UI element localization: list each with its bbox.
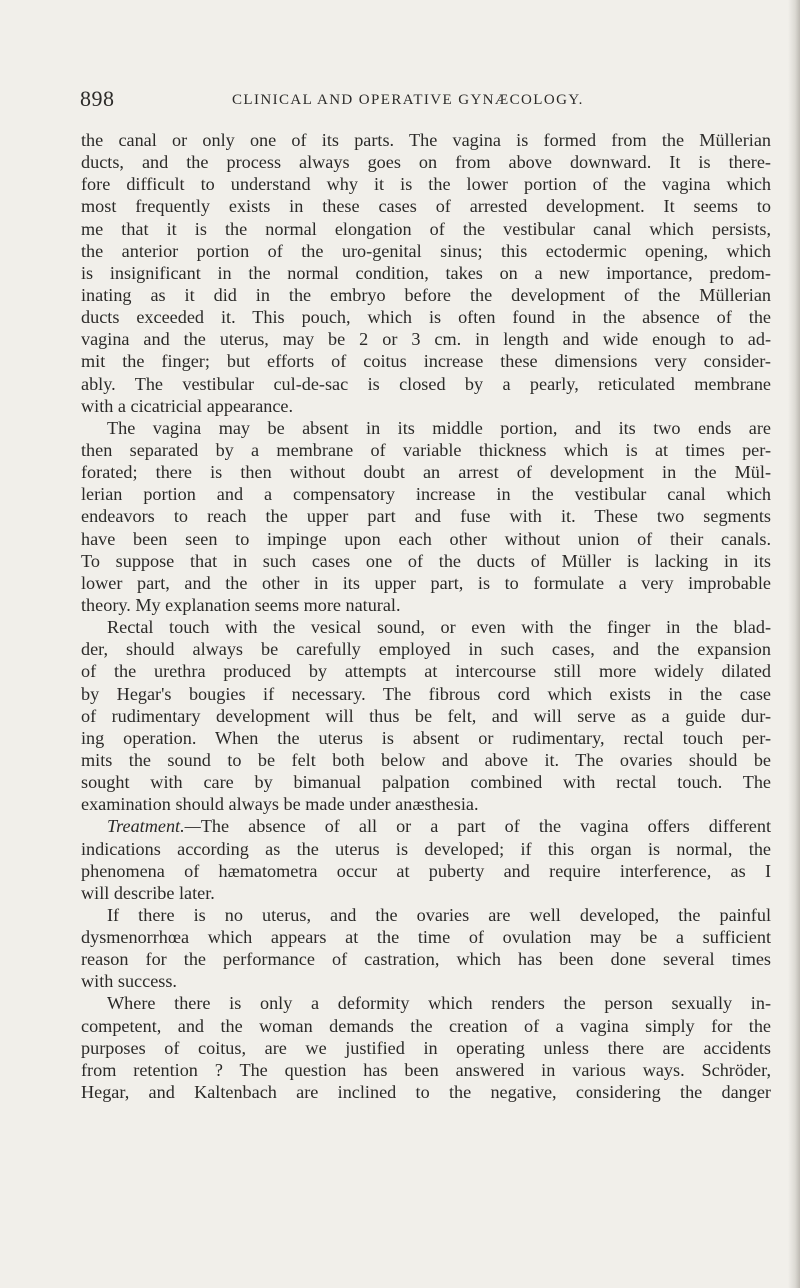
text-line: mit the finger; but efforts of coitus increase these dimensions very consider- [81, 351, 771, 372]
text-line: endeavors to reach the upper part and fuse with it. These two segments [81, 506, 771, 527]
text-line: fore difficult to understand why it is the lower portion of the vagina which [81, 174, 771, 195]
text-line: the anterior portion of the uro-genital sinus; this ectodermic opening, which [81, 240, 771, 261]
text-line: reason for the performance of castration, which has been done several times [81, 949, 771, 970]
text-line: of rudimentary development will thus be felt, and will serve as a guide dur- [81, 705, 771, 726]
text-line: vagina and the uterus, may be 2 or 3 cm. in length and wide enough to ad- [81, 329, 771, 350]
text-line: most frequently exists in these cases of arrested development. It seems to [81, 196, 771, 217]
text-line: is insignificant in the normal condition, takes on a new importance, predom- [81, 262, 771, 283]
text-line: me that it is the normal elongation of the vestibular canal which persists, [81, 218, 771, 239]
text-line: phenomena of hæmatometra occur at puberty and require interference, as I [81, 860, 771, 881]
treatment-line [81, 815, 771, 837]
text-line: with a cicatricial appearance. [81, 395, 294, 416]
treatment-heading: Treatment.— [107, 816, 201, 837]
text-line: theory. My explanation seems more natural. [81, 594, 401, 615]
text-line: Where there is only a deformity which renders the person sexually in- [107, 993, 771, 1014]
text-line: examination should always be made under anæsthesia. [81, 794, 479, 815]
text-line: sought with care by bimanual palpation combined with rectal touch. The [81, 772, 771, 793]
page-header [0, 86, 800, 116]
page-number: 898 [80, 86, 115, 111]
text-line: Rectal touch with the vesical sound, or even with the finger in the blad- [107, 617, 771, 638]
text-line: ducts exceeded it. This pouch, which is often found in the absence of the [81, 307, 771, 328]
text-line: lerian portion and a compensatory increase in the vestibular canal which [81, 484, 771, 505]
text-line: The vagina may be absent in its middle portion, and its two ends are [107, 417, 771, 438]
text-line: purposes of coitus, are we justified in operating unless there are accidents [81, 1037, 771, 1058]
text-line: ducts, and the process always goes on from above downward. It is there- [81, 152, 771, 173]
text-line: Hegar, and Kaltenbach are inclined to the negative, considering the danger [81, 1082, 771, 1103]
text-line: competent, and the woman demands the creation of a vagina simply for the [81, 1015, 771, 1036]
text-line: If there is no uterus, and the ovaries are well developed, the painful [107, 904, 771, 925]
treatment-line-text: The absence of all or a part of the vagina offers different [200, 816, 771, 837]
text-line: forated; there is then without doubt an arrest of development in the Mül- [81, 462, 771, 483]
text-line: ably. The vestibular cul-de-sac is closed by a pearly, reticulated membrane [81, 373, 771, 394]
body-text [81, 129, 771, 1103]
text-line: der, should always be carefully employed in such cases, and the expansion [81, 639, 771, 660]
text-line: inating as it did in the embryo before the development of the Müllerian [81, 284, 771, 305]
text-line: lower part, and the other in its upper part, is to formulate a very improbable [81, 572, 771, 593]
text-line: then separated by a membrane of variable thickness which is at times per- [81, 439, 771, 460]
text-line: mits the sound to be felt both below and above it. The ovaries should be [81, 749, 771, 770]
text-line: by Hegar's bougies if necessary. The fibrous cord which exists in the case [81, 683, 771, 704]
text-line: dysmenorrhœa which appears at the time of ovulation may be a sufficient [81, 927, 771, 948]
text-line: the canal or only one of its parts. The vagina is formed from the Müllerian [81, 130, 771, 150]
text-line: ing operation. When the uterus is absent or rudimentary, rectal touch per- [81, 727, 771, 748]
page-edge-shadow [788, 0, 800, 1288]
running-head: CLINICAL AND OPERATIVE GYNÆCOLOGY. [232, 92, 584, 108]
text-line: have been seen to impinge upon each other without union of their canals. [81, 528, 771, 549]
text-line: To suppose that in such cases one of the ducts of Müller is lacking in its [81, 550, 771, 571]
text-line: with success. [81, 971, 177, 992]
text-line: from retention ? The question has been answered in various ways. Schröder, [81, 1059, 771, 1080]
text-line: of the urethra produced by attempts at intercourse still more widely dilated [81, 661, 771, 682]
text-line: indications according as the uterus is developed; if this organ is normal, the [81, 838, 771, 859]
text-line: will describe later. [81, 882, 215, 903]
